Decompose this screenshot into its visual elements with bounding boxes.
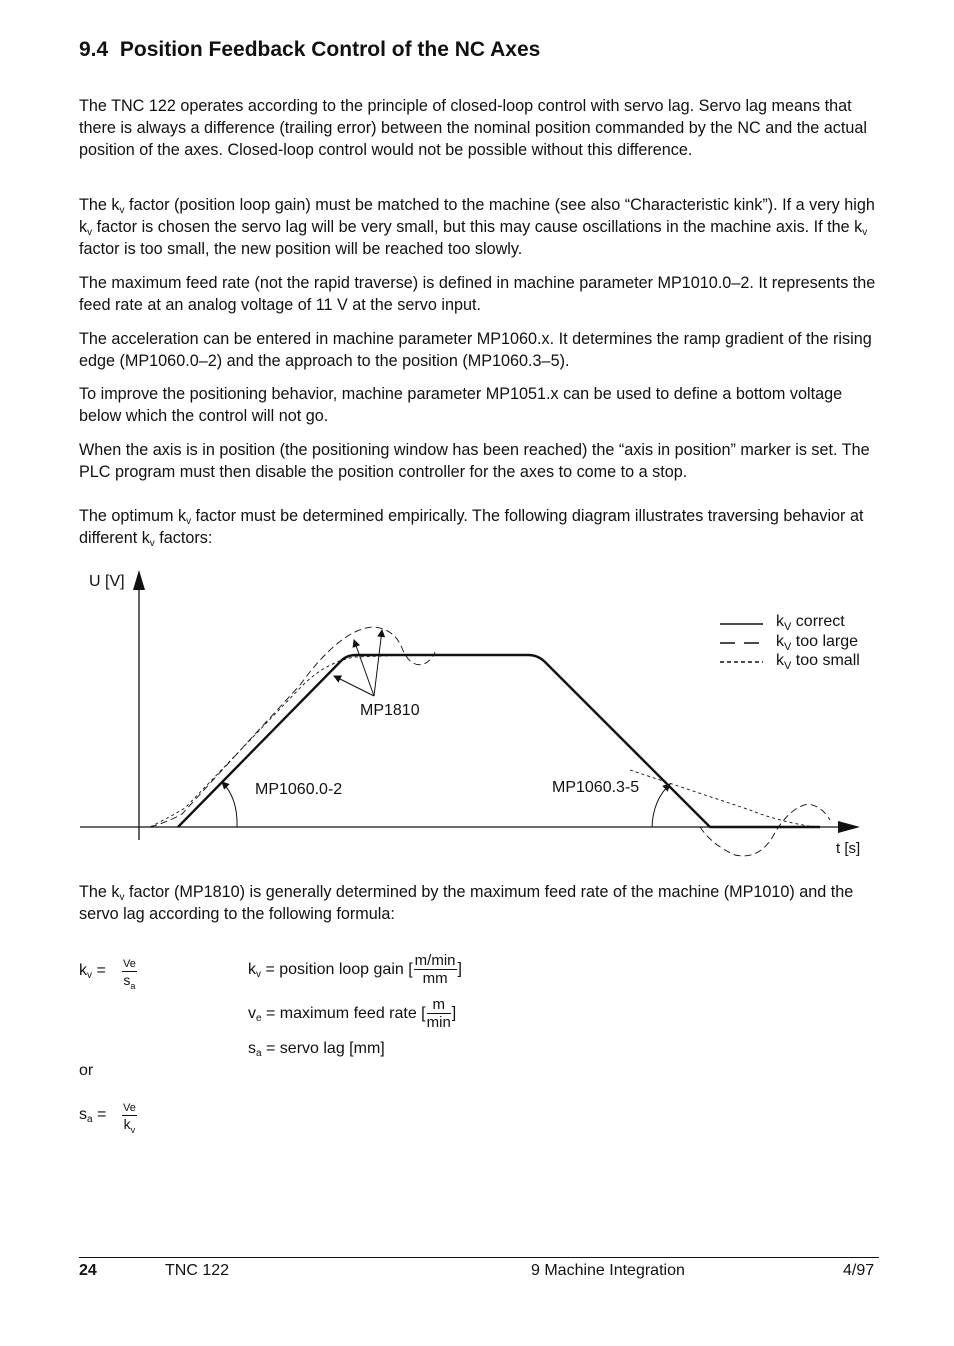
label-mp1810: MP1810 [360, 702, 420, 719]
y-axis-label: U [V] [89, 573, 125, 590]
ramp-up-angle-arc [222, 782, 237, 827]
formula-kv-fraction: Ve $s_a$ [123, 958, 136, 991]
paragraph-optimum-kv: The optimum $k_v$ factor must be determined empirically. The following diagram illustrates traversing behavior at different $k_v$ factors: [79, 507, 864, 549]
paragraph-axis-in-position: When the axis is in position (the positioning window has been reached) the “axis in position” marker is set. The PLC program must then disable the position controller for the axes to come to a stop. [79, 441, 870, 481]
legend-item-too-small: $k_V$ too small [776, 652, 860, 672]
label-ramp-down: MP1060.3-5 [552, 779, 640, 796]
legend [720, 613, 860, 672]
definition-sa: $s_a$ = servo lag [mm] [248, 1040, 385, 1059]
legend-item-correct: $k_V$ correct [776, 613, 845, 633]
paragraph-bottom-voltage: To improve the positioning behavior, machine parameter MP1051.x can be used to define a bottom voltage below which the control will not go. [79, 385, 843, 425]
formula-kv-lhs: $k_v$ = [79, 962, 106, 981]
footer-product: TNC 122 [165, 1262, 230, 1279]
section-heading [79, 38, 540, 62]
definition-kv: $k_v$ = position loop gain [ m/min mm ] [248, 952, 462, 987]
formula-sa-fraction: Ve $k_v$ [123, 1102, 136, 1135]
definition-ve: $v_e$ = maximum feed rate [ m min ] [248, 996, 457, 1031]
paragraph-max-feed-rate: The maximum feed rate (not the rapid traverse) is defined in machine parameter MP1010.0–2. It represents the feed rate at an analog voltage of 11 V at the servo input. [79, 274, 876, 314]
paragraph-servo-lag: The TNC 122 operates according to the principle of closed-loop control with servo lag. Servo lag means that there is always a difference (trailing error) between the nominal position commanded by the NC and the actual position of the axes. Closed-loop control would not be possible without this difference. [79, 97, 867, 159]
traversing-behavior-diagram [0, 560, 954, 870]
paragraph-kv-formula-intro: The $k_v$ factor (MP1810) is generally determined by the maximum feed rate of the machine (MP1010) and the servo lag according to the following formula: [79, 883, 854, 923]
legend-item-too-large: $k_V$ too large [776, 633, 859, 653]
paragraph-acceleration: The acceleration can be entered in machine parameter MP1060.x. It determines the ramp gradient of the rising edge (MP1060.0–2) and the approach to the position (MP1060.3–5). [79, 330, 872, 370]
footer-rule [79, 1257, 879, 1258]
section-number: 9.4 [79, 38, 109, 61]
curve-kv-too-small-settle [630, 770, 815, 827]
formula-sa-lhs: $s_a$ = [79, 1106, 107, 1125]
section-title: Position Feedback Control of the NC Axes [119, 38, 541, 61]
paragraph-kv-factor: The $k_v$ factor (position loop gain) must be matched to the machine (see also “Characteristic kink”). If a very high $k_v$ factor is chosen the servo lag will be very small, but this may cause oscillations in the machine axis. If the $k_v$ factor is too small, the new position will be reached too slowly. [79, 196, 875, 258]
ramp-down-angle-arc [652, 784, 670, 827]
footer-date: 4/97 [843, 1262, 875, 1279]
label-ramp-up: MP1060.0-2 [255, 781, 343, 798]
y-axis-arrow-icon [133, 570, 145, 590]
curve-kv-too-large-settle [700, 804, 830, 856]
mp1810-arrow-icon [374, 630, 382, 696]
x-axis-arrow-icon [838, 821, 860, 833]
footer-chapter: 9 Machine Integration [531, 1262, 685, 1279]
x-axis-label: t [s] [836, 840, 861, 857]
curve-kv-too-small-rise [150, 655, 410, 827]
formula-or: or [79, 1062, 94, 1079]
page-number: 24 [79, 1262, 97, 1279]
